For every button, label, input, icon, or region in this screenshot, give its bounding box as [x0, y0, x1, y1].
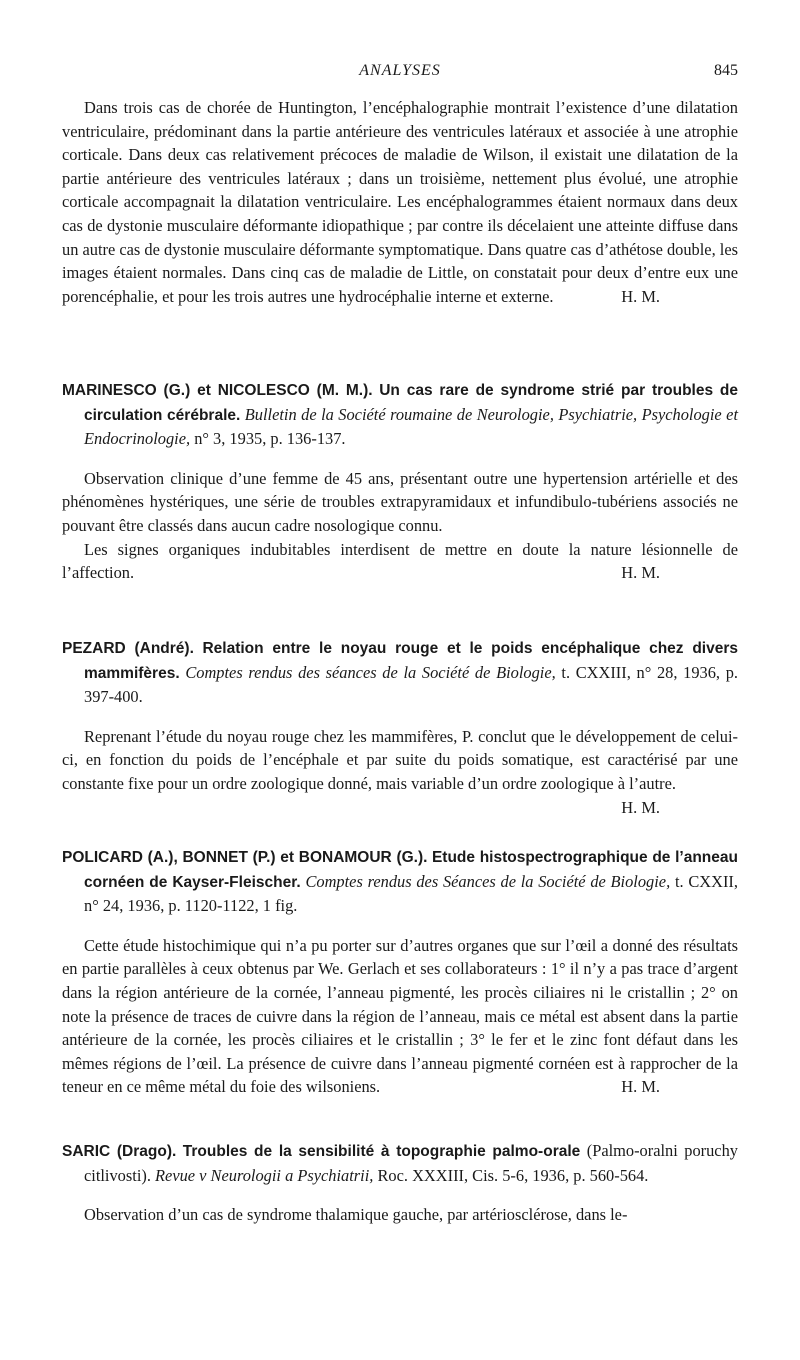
- intro-signature: H. M.: [621, 286, 660, 306]
- entry-title: Relation entre le noyau rouge et le poids encéphalique chez divers mammifères.: [84, 640, 738, 682]
- entry-paragraph-text: Cette étude histochimique qui n’a pu porter sur d’autres organes que sur l’œil a donné des résultats en partie parallèles à ceux obtenus par We. Gerlach et ses collaborateurs : 1° il n’y a pas trace d’argent dans la région antérieure de la cornée, l’anneau pigmenté, les procès ciliaires ni le cristallin ; 2° on note la présence de traces de cuivre dans la région de l’anneau, mais ce métal est absent dans la partie antérieure de la cornée, les procès ciliaires et le cristallin ; 3° le fer et le zinc font défaut dans les mêmes régions de l’œil. La présence de cuivre dans l’anneau pigmenté cornéen est à rapprocher de la teneur en ce même métal du foie des wilsoniens.: [62, 935, 738, 1097]
- entry-details: Roc. XXXIII, Cis. 5-6, 1936, p. 560-564.: [377, 1165, 649, 1185]
- entry-authors: POLICARD (A.), BONNET (P.) et BONAMOUR (G.).: [62, 849, 428, 866]
- abstract-entry: [62, 845, 738, 1099]
- entry-journal: Bulletin de la Société roumaine de Neurologie, Psychiatrie, Psychologie et Endocrinologie,: [84, 404, 738, 449]
- entry-paragraph: [62, 538, 738, 585]
- abstract-entry: [62, 636, 738, 819]
- entry-details: t. CXXII, n° 24, 1936, p. 1120-1122, 1 fig.: [84, 871, 738, 916]
- page-number: 845: [714, 62, 738, 79]
- page-header: [62, 62, 738, 86]
- entry-details: t. CXXIII, n° 28, 1936, p. 397-400.: [84, 662, 738, 707]
- entry-authors: SARIC (Drago).: [62, 1143, 177, 1160]
- citation: [62, 636, 738, 709]
- entry-paragraph: [62, 934, 738, 1099]
- running-head: ANALYSES: [359, 62, 441, 79]
- entry-signature: H. M.: [621, 563, 660, 583]
- entry-journal: Revue v Neurologii a Psychiatrii,: [155, 1165, 374, 1185]
- entry-title: Etude histospectrographique de l’anneau cornéen de Kayser-Fleischer.: [84, 849, 738, 891]
- entry-signature: H. M.: [621, 1077, 660, 1097]
- intro-text: Dans trois cas de chorée de Huntington, l’encéphalographie montrait l’existence d’une dilatation ventriculaire, prédominant dans la partie antérieure des ventricules latéraux et associée à une atrophie corticale. Dans deux cas relativement précoces de maladie de Wilson, il existait une dilatation de la partie antérieure des ventricules latéraux ; dans un troisième, nettement plus évolué, une atrophie corticale accompagnait la dilatation ventriculaire. Les encéphalogrammes étaient normaux dans deux cas de dystonie musculaire déformante idiopathique ; par contre ils décelaient une atteinte diffuse dans un autre cas de dystonie musculaire déformante symptomatique. Dans quatre cas d’athétose double, les images étaient normales. Dans cinq cas de maladie de Little, on constatait pour deux d’entre eux une porencéphalie, et pour les trois autres une hydrocéphalie interne et externe.: [62, 98, 738, 306]
- citation: [62, 1139, 738, 1187]
- entry-signature: H. M.: [621, 797, 660, 817]
- entry-authors: PEZARD (André).: [62, 640, 194, 657]
- entry-journal: Comptes rendus des Séances de la Société de Biologie,: [305, 871, 671, 891]
- entry-title: Un cas rare de syndrome strié par troubles de circulation cérébrale.: [84, 382, 739, 424]
- entry-paragraph: Observation d’un cas de syndrome thalamique gauche, par artériosclérose, dans le-: [84, 1205, 628, 1225]
- citation: [62, 845, 738, 918]
- entry-paragraph: [62, 725, 738, 817]
- entry-paragraph-text: Reprenant l’étude du noyau rouge chez les mammifères, P. conclut que le développement de celui-ci, en fonction du poids de l’encéphale et par suite du poids somatique, est caractérisé par une constante fixe pour un ordre zoologique donné, mais variable d’un ordre zoologique à l’autre.: [62, 726, 738, 793]
- entry-details: n° 3, 1935, p. 136-137.: [194, 429, 346, 449]
- entry-original-title: (Palmo-oralni poruchy citlivosti).: [84, 1141, 738, 1185]
- entry-paragraph-text: Les signes organiques indubitables interdisent de mettre en doute la nature lésionnelle de l’affection.: [62, 539, 738, 583]
- entry-journal: Comptes rendus des séances de la Société de Biologie,: [185, 662, 556, 682]
- entry-authors: MARINESCO (G.) et NICOLESCO (M. M.).: [62, 382, 373, 399]
- abstract-entry: [62, 378, 738, 585]
- entry-paragraph: Observation clinique d’une femme de 45 ans, présentant outre une hypertension artérielle et des phénomènes hystériques, une série de troubles extrapyramidaux et infundibulo-tubériens associés ne pouvant être classés dans aucun cadre nosologique connu.: [62, 468, 738, 535]
- intro-paragraph: [62, 96, 738, 308]
- entry-title: Troubles de la sensibilité à topographie palmo-orale: [182, 1143, 581, 1160]
- abstract-entry: [62, 1139, 738, 1227]
- citation: [62, 378, 738, 451]
